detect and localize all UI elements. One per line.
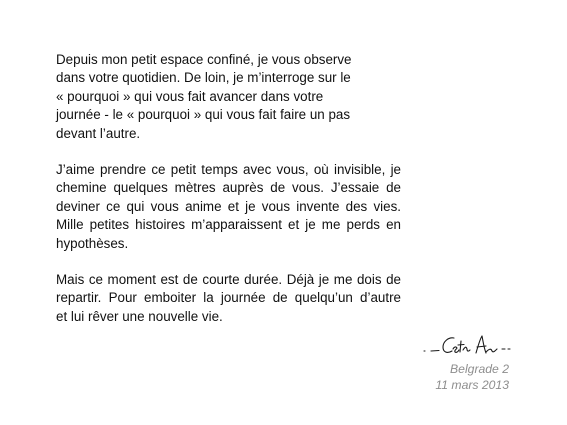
text-line: « pourquoi » qui vous fait avancer dans votre [56, 88, 324, 104]
place-date-caption [435, 362, 509, 393]
text-line: et lui rêver une nouvelle vie. [56, 308, 223, 324]
handwritten-signature-icon [420, 328, 520, 362]
text-line: Mais ce moment est de courte durée. Déjà je me dois de [56, 272, 401, 288]
paragraph-1 [56, 51, 401, 143]
text-line: devant l’autre. [56, 125, 141, 141]
text-line: Mille petites histoires m’apparaissent et je me perds en [56, 217, 401, 233]
text-line: hypothèses. [56, 235, 129, 251]
text-line: deviner ce qui vous anime et je vous invente des vies. [56, 198, 401, 214]
paragraph-2 [56, 161, 401, 253]
poem-text [56, 51, 401, 344]
place-label: Belgrade 2 [450, 362, 509, 376]
paragraph-3 [56, 271, 401, 326]
text-line: dans votre quotidien. De loin, je m’interroge sur le [56, 70, 351, 86]
text-line: chemine quelques mètres auprès de vous. J’essaie de [56, 180, 401, 196]
date-label: 11 mars 2013 [435, 377, 509, 392]
text-line: J’aime prendre ce petit temps avec vous, où invisible, je [56, 162, 401, 178]
text-line: Depuis mon petit espace confiné, je vous observe [56, 52, 352, 67]
text-line: journée - le « pourquoi » qui vous fait faire un pas [56, 107, 351, 123]
text-line: repartir. Pour emboiter la journée de quelqu’un d’autre [56, 290, 401, 306]
